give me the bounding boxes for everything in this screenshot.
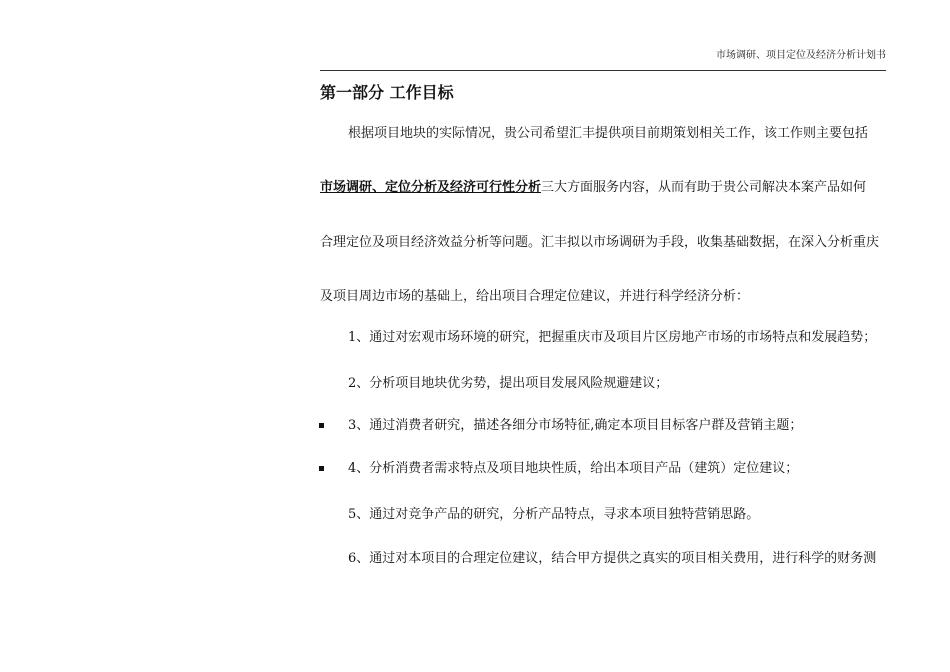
intro-line-3: 合理定位及项目经济效益分析等问题。汇丰拟以市场调研为手段，收集基础数据，在深入分析重庆 xyxy=(320,235,880,250)
running-header: 市场调研、项目定位及经济分析计划书 xyxy=(716,50,886,61)
intro-line-4: 及项目周边市场的基础上，给出项目合理定位建议，并进行科学经济分析： xyxy=(320,289,750,304)
intro-line-2 xyxy=(320,180,886,196)
list-item: 1、通过对宏观市场环境的研究，把握重庆市及项目片区房地产市场的市场特点和发展趋势； xyxy=(348,330,877,345)
list-item: 2、分析项目地块优劣势，提出项目发展风险规避建议； xyxy=(348,376,669,391)
bullet-marker xyxy=(319,466,324,471)
header-divider xyxy=(320,70,886,71)
intro-line-2-rest: 三大方面服务内容，从而有助于贵公司解决本案产品如何 xyxy=(541,180,867,195)
intro-line-1: 根据项目地块的实际情况，贵公司希望汇丰提供项目前期策划相关工作，该工作则主要包括 xyxy=(348,126,869,141)
list-item: 5、通过对竞争产品的研究，分析产品特点，寻求本项目独特营销思路。 xyxy=(348,507,760,522)
emphasized-services: 市场调研、定位分析及经济可行性分析 xyxy=(320,180,542,195)
section-title: 第一部分 工作目标 xyxy=(320,83,454,102)
list-item: 4、分析消费者需求特点及项目地块性质，给出本项目产品（建筑）定位建议； xyxy=(348,461,799,476)
list-item: 3、通过消费者研究，描述各细分市场特征,确定本项目目标客户群及营销主题； xyxy=(348,418,803,433)
bullet-marker xyxy=(319,423,324,428)
list-item: 6、通过对本项目的合理定位建议，结合甲方提供之真实的项目相关费用，进行科学的财务测 xyxy=(348,551,877,566)
